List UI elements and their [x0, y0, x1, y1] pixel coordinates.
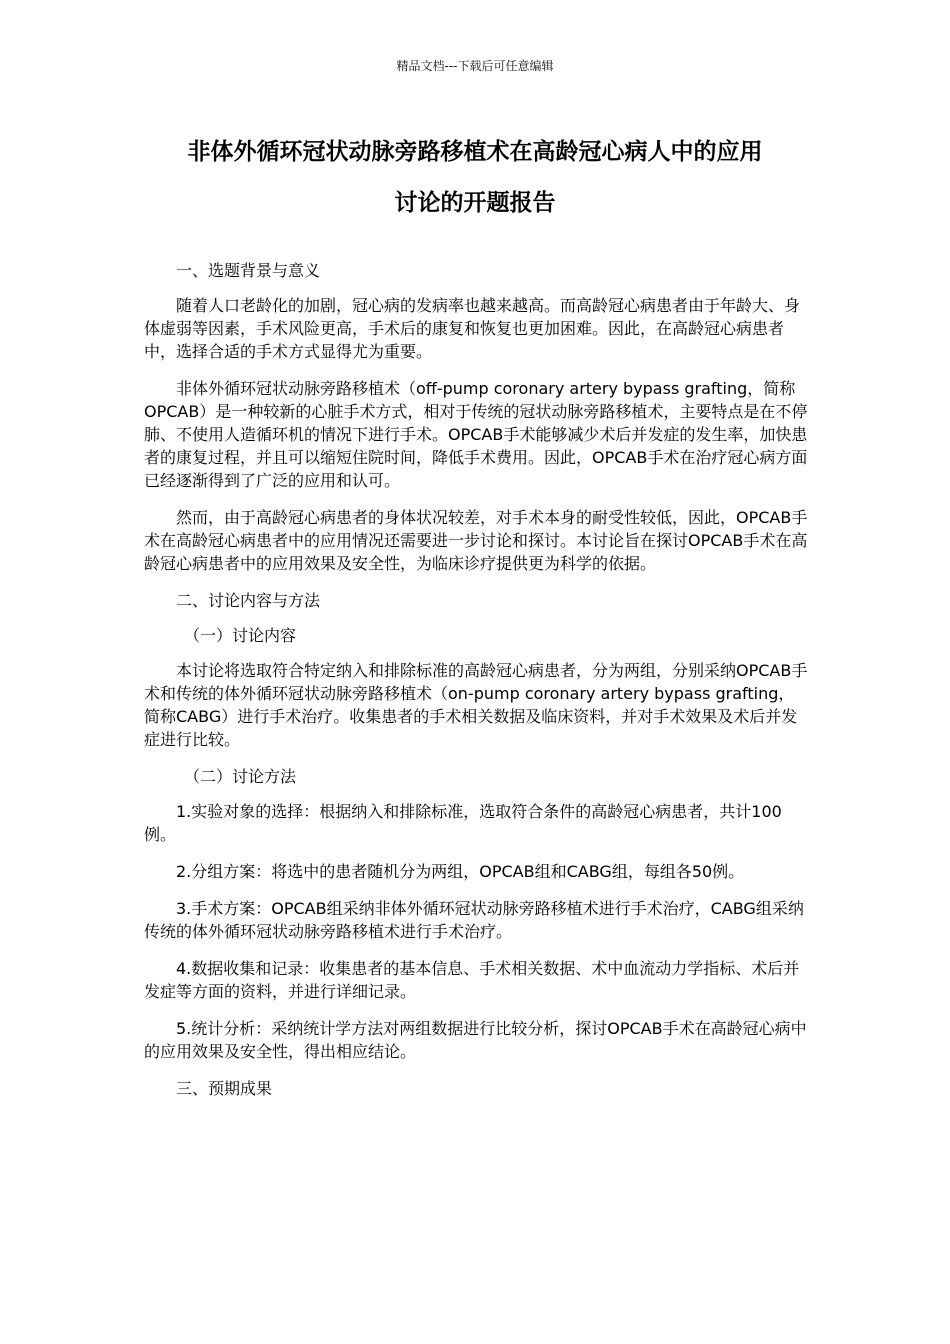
section1-paragraph-1: 随着人口老龄化的加剧，冠心病的发病率也越来越高。而高龄冠心病患者由于年龄大、身体虚弱等因素，手术风险更高，手术后的康复和恢复也更加困难。因此，在高龄冠心病患者中，选择合适的手术方式显得尤为重要。 [144, 296, 801, 361]
document-header-watermark: 精品文档---下载后可任意编辑 [396, 59, 554, 73]
section1-paragraph-2: 非体外循环冠状动脉旁路移植术（off-pump coronary artery bypass grafting，简称OPCAB）是一种较新的心脏手术方式，相对于传统的冠状动脉旁路移植术，主要特点是在不停肺、不使用人造循环机的情况下进行手术。OPCAB手术能够减少术后并发症的发生率，加快患者的康复过程，并且可以缩短住院时间，降低手术费用。因此，OPCAB手术在治疗冠心病方面已经逐渐得到了广泛的应用和认可。 [144, 379, 808, 490]
method-item-1: 1.实验对象的选择：根据纳入和排除标准，选取符合条件的高龄冠心病患者，共计100例。 [144, 802, 782, 844]
section2-content-paragraph: 本讨论将选取符合特定纳入和排除标准的高龄冠心病患者，分为两组，分别采纳OPCAB手术和传统的体外循环冠状动脉旁路移植术（on-pump coronary artery bypass grafting，简称CABG）进行手术治疗。收集患者的手术相关数据及临床资料，并对手术效果及术后并发症进行比较。 [144, 661, 808, 749]
section2-heading: 二、讨论内容与方法 [176, 591, 321, 610]
section3-heading: 三、预期成果 [176, 1079, 273, 1098]
document-title-line2: 讨论的开题报告 [394, 190, 556, 216]
section1-heading: 一、选题背景与意义 [176, 261, 321, 280]
document-title-line1: 非体外循环冠状动脉旁路移植术在高龄冠心病人中的应用 [187, 139, 763, 165]
method-item-5: 5.统计分析：采纳统计学方法对两组数据进行比较分析，探讨OPCAB手术在高龄冠心病中的应用效果及安全性，得出相应结论。 [144, 1019, 807, 1061]
method-item-3: 3.手术方案：OPCAB组采纳非体外循环冠状动脉旁路移植术进行手术治疗，CABG组采纳传统的体外循环冠状动脉旁路移植术进行手术治疗。 [144, 899, 804, 941]
section2-subheading-content: （一）讨论内容 [184, 626, 297, 645]
section2-subheading-method: （二）讨论方法 [184, 767, 297, 786]
method-item-4: 4.数据收集和记录：收集患者的基本信息、手术相关数据、术中血流动力学指标、术后并发症等方面的资料，并进行详细记录。 [144, 959, 800, 1001]
document-body [144, 259, 810, 1112]
section1-paragraph-3: 然而，由于高龄冠心病患者的身体状况较差，对手术本身的耐受性较低，因此，OPCAB手术在高龄冠心病患者中的应用情况还需要进一步讨论和探讨。本讨论旨在探讨OPCAB手术在高龄冠心病患者中的应用效果及安全性，为临床诊疗提供更为科学的依据。 [144, 508, 808, 573]
method-item-2: 2.分组方案：将选中的患者随机分为两组，OPCAB组和CABG组，每组各50例。 [176, 862, 745, 881]
